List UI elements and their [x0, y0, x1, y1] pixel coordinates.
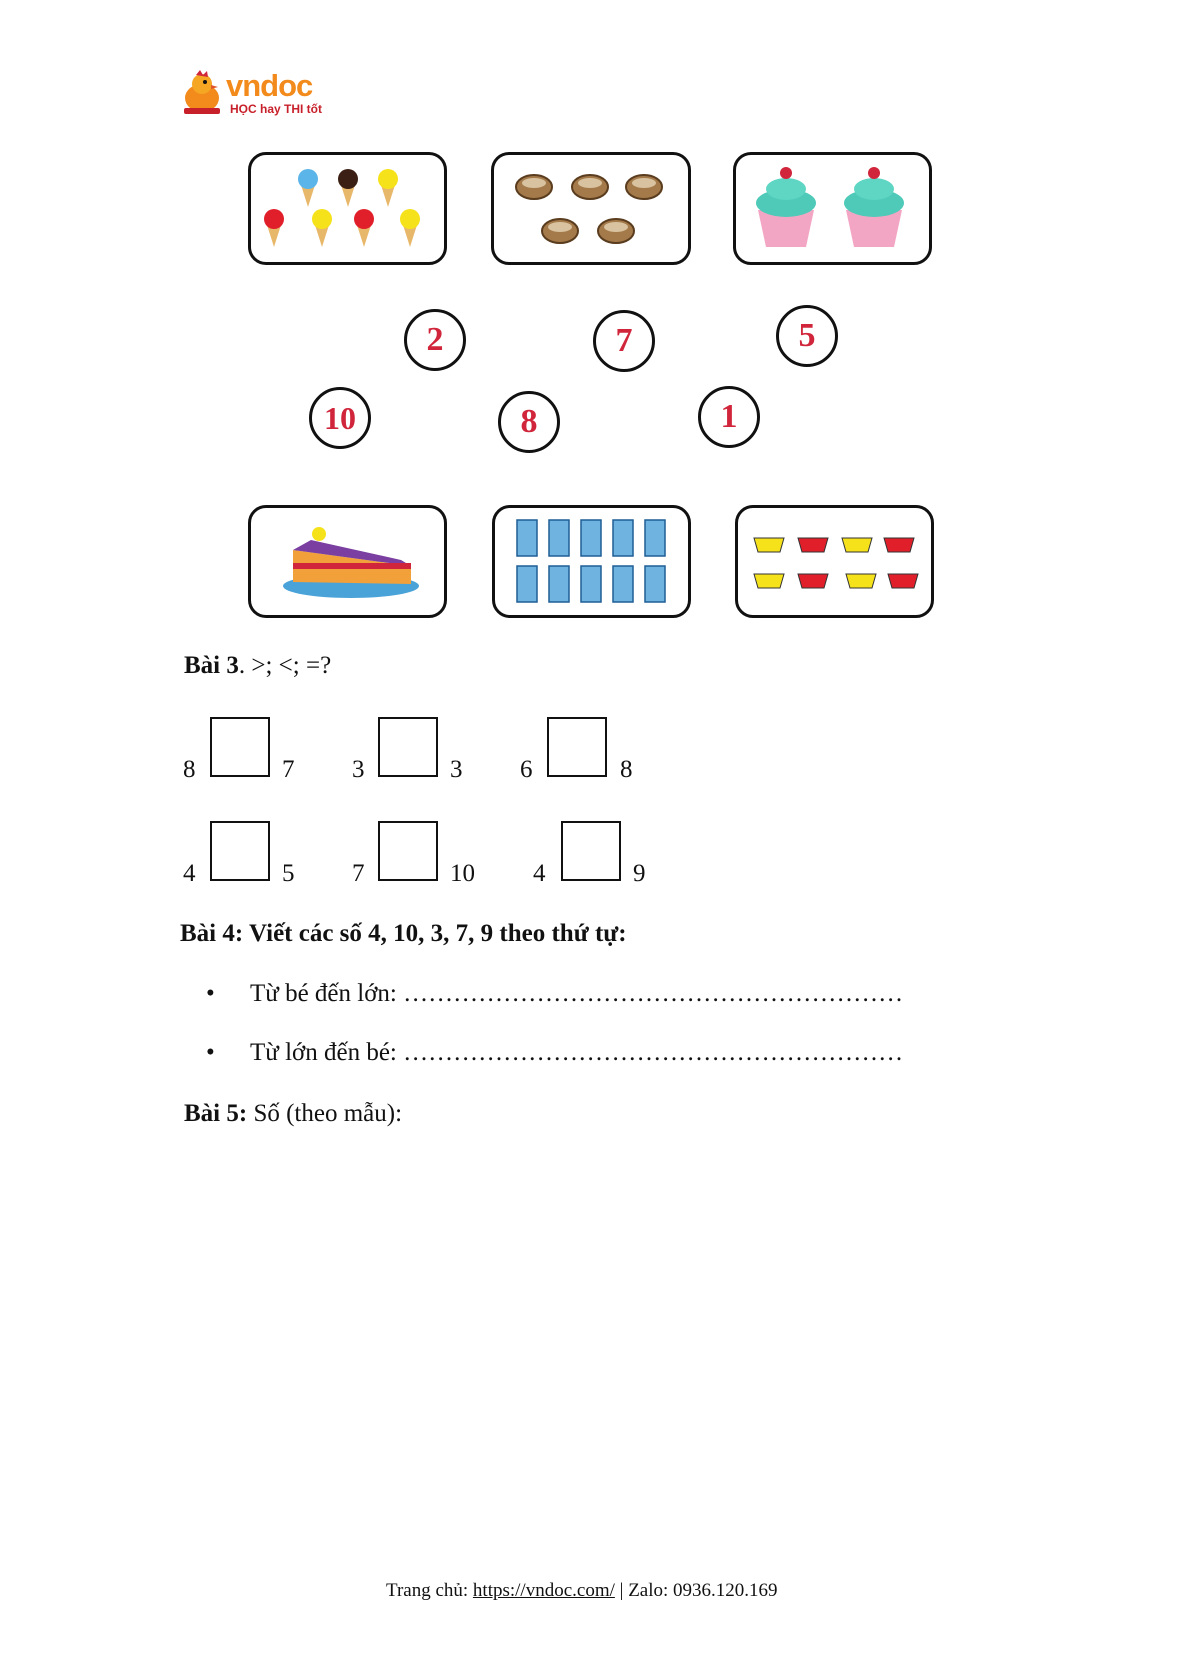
logo-tagline: HỌC hay THI tốt — [230, 102, 322, 116]
answer-box[interactable] — [378, 821, 438, 881]
picture-box-ice-cream — [248, 152, 447, 265]
number-circle[interactable]: 1 — [698, 386, 760, 448]
compare-right-number: 9 — [633, 860, 646, 887]
answer-box[interactable] — [210, 821, 270, 881]
footer-suffix: | Zalo: 0936.120.169 — [614, 1580, 778, 1601]
answer-box[interactable] — [547, 717, 607, 777]
answer-box[interactable] — [561, 821, 621, 881]
compare-left-number: 4 — [533, 860, 546, 887]
chicken-mascot-icon — [178, 70, 224, 116]
compare-left-number: 3 — [352, 756, 365, 783]
footer-prefix: Trang chủ: — [386, 1580, 473, 1601]
picture-box-cupcakes — [733, 152, 932, 265]
compare-left-number: 4 — [183, 860, 196, 887]
compare-right-number: 3 — [450, 756, 463, 783]
number-circle[interactable]: 5 — [776, 305, 838, 367]
bai5-heading — [184, 1100, 402, 1128]
ice-cream-cones-icon — [251, 155, 444, 262]
footer-link[interactable]: https://vndoc.com/ — [472, 1580, 615, 1601]
vndoc-logo — [178, 68, 338, 120]
compare-right-number: 10 — [450, 860, 475, 887]
bai3-prompt: . >; <; =? — [238, 652, 332, 679]
number-circle[interactable]: 2 — [404, 309, 466, 371]
bai4-item-ascending[interactable]: Từ bé đến lớn: …………………………………………………… — [250, 980, 904, 1007]
logo-brand: vndoc — [226, 68, 313, 103]
bai4-item-descending[interactable]: Từ lớn đến bé: …………………………………………………… — [250, 1039, 904, 1066]
compare-right-number: 5 — [282, 860, 295, 887]
milk-cartons-icon — [495, 508, 688, 615]
bai3-label: Bài 3 — [184, 652, 239, 679]
picture-box-cups — [735, 505, 934, 618]
bai3-heading — [184, 652, 331, 680]
page-footer — [386, 1580, 778, 1602]
bai5-label: Bài 5: — [184, 1100, 248, 1127]
answer-box[interactable] — [210, 717, 270, 777]
bai4-title: Bài 4: Viết các số 4, 10, 3, 7, 9 theo thứ tự: — [180, 920, 627, 947]
compare-right-number: 7 — [282, 756, 295, 783]
number-circle[interactable]: 8 — [498, 391, 560, 453]
picture-box-cookies — [491, 152, 691, 265]
bai5-text: Số (theo mẫu): — [247, 1100, 403, 1127]
cups-icon — [738, 508, 931, 615]
compare-left-number: 7 — [352, 860, 365, 887]
answer-box[interactable] — [378, 717, 438, 777]
bullet-icon: • — [206, 1039, 215, 1066]
picture-box-cake — [248, 505, 447, 618]
compare-right-number: 8 — [620, 756, 633, 783]
cupcakes-icon — [736, 155, 929, 262]
cookies-icon — [494, 155, 688, 262]
picture-box-milk — [492, 505, 691, 618]
number-circle[interactable]: 10 — [309, 387, 371, 449]
bullet-icon: • — [206, 980, 215, 1007]
number-circle[interactable]: 7 — [593, 310, 655, 372]
cake-slice-icon — [251, 508, 444, 615]
compare-left-number: 8 — [183, 756, 196, 783]
compare-left-number: 6 — [520, 756, 533, 783]
